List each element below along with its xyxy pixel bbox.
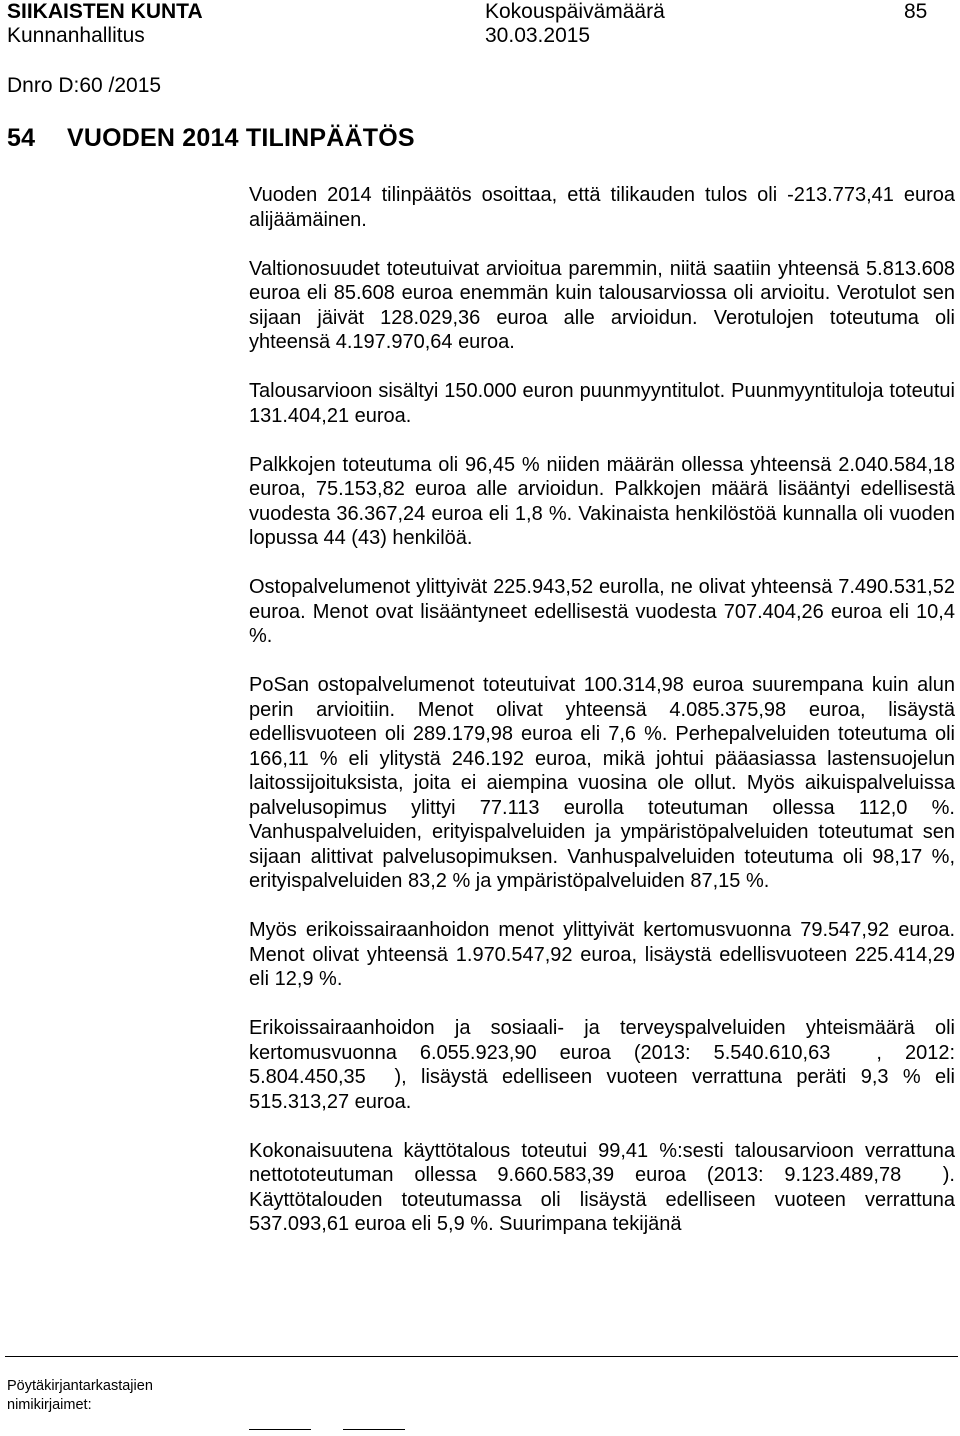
paragraph: Talousarvioon sisältyi 150.000 euron puunmyyntitulot. Puunmyyntituloja toteutui 131.404,21 euroa. [249,380,955,427]
section-title: VUODEN 2014 TILINPÄÄTÖS [67,124,415,152]
document-body [249,183,955,1261]
paragraph: Myös erikoissairaanhoidon menot ylittyivät kertomusvuonna 79.547,92 euroa. Menot olivat yhteensä 1.970.547,92 euroa, lisäystä edellisvuoteen 225.414,29 eli 12,9 %. [249,919,955,990]
diary-number: Dnro D:60 /2015 [7,74,162,97]
signature-line-2 [343,1429,405,1430]
footer-label [7,1377,153,1414]
paragraph: Vuoden 2014 tilinpäätös osoittaa, että tilikauden tulos oli -213.773,41 euroa alijäämäinen. [249,184,955,231]
municipality-name: SIIKAISTEN KUNTA [7,0,203,23]
section-number: 54 [7,124,36,152]
paragraph: Valtionosuudet toteutuivat arvioitua paremmin, niitä saatiin yhteensä 5.813.608 euroa eli 85.608 euroa enemmän kuin talousarviossa oli arvioitu. Verotulot sen sijaan jäivät 128.029,36 euroa alle arvioidun. Verotulojen toteutuma oli yhteensä 4.197.970,64 euroa. [249,257,955,353]
meeting-date: 30.03.2015 [485,24,591,47]
footer-divider [5,1356,958,1357]
footer-line-2: nimikirjaimet: [7,1396,92,1413]
paragraph: PoSan ostopalvelumenot toteutuivat 100.314,98 euroa suurempana kuin alun perin arvioitiin. Menot olivat yhteensä 4.085.375,98 euroa, lisäystä edellisvuoteen oli 289.179,98 euroa eli 7,6 %. Perhepalveluiden toteutuma oli 166,11 % eli ylitystä 246.192 euroa, mikä johtui pääasiassa lastensuojelun laitossijoituksista, joita ei aiempina vuosina ole ollut. Myös aikuispalveluissa palvelusopimus ylittyi 77.113 eurolla toteutuman ollessa 112,0 %. Vanhuspalveluiden, erityispalveluiden ja ympäristöpalveluiden toteutumat sen sijaan alittivat palvelusopimuksen. Vanhuspalveluiden toteutuma oli 98,17 %, erityispalveluiden 83,2 % ja ympäristöpalveluiden 87,15 %. [249,674,955,892]
date-label: Kokouspäivämäärä [485,0,665,23]
section-heading [7,124,415,153]
signature-line-1 [249,1429,311,1430]
paragraph: Erikoissairaanhoidon ja sosiaali- ja terveyspalveluiden yhteismäärä oli kertomusvuonna 6.055.923,90 euroa (2013: 5.540.610,63 , 2012: 5.804.450,35 ), lisäystä edelliseen vuoteen verrattuna peräti 9,3 % eli 515.313,27 euroa. [249,1017,955,1113]
body-name: Kunnanhallitus [7,24,145,47]
paragraph: Ostopalvelumenot ylittyivät 225.943,52 eurolla, ne olivat yhteensä 7.490.531,52 euroa. Menot ovat lisääntyneet edellisestä vuodesta 707.404,26 euroa eli 10,4 %. [249,576,955,647]
paragraph: Palkkojen toteutuma oli 96,45 % niiden määrän ollessa yhteensä 2.040.584,18 euroa, 75.153,82 euroa alle arvioidun. Palkkojen määrä lisääntyi edellisestä vuodesta 36.367,24 euroa eli 1,8 %. Vakinaista henkilöstöä kunnalla oli vuoden lopussa 44 (43) henkilöä. [249,453,955,549]
paragraph: Kokonaisuutena käyttötalous toteutui 99,41 %:sesti talousarvioon verrattuna nettototeutuman ollessa 9.660.583,39 euroa (2013: 9.123.489,78 ). Käyttötalouden toteutumassa oli lisäystä edelliseen vuoteen verrattuna 537.093,61 euroa eli 5,9 %. Suurimpana tekijänä [249,1139,955,1235]
footer-line-1: Pöytäkirjantarkastajien [7,1378,153,1394]
page-number: 85 [904,0,928,23]
